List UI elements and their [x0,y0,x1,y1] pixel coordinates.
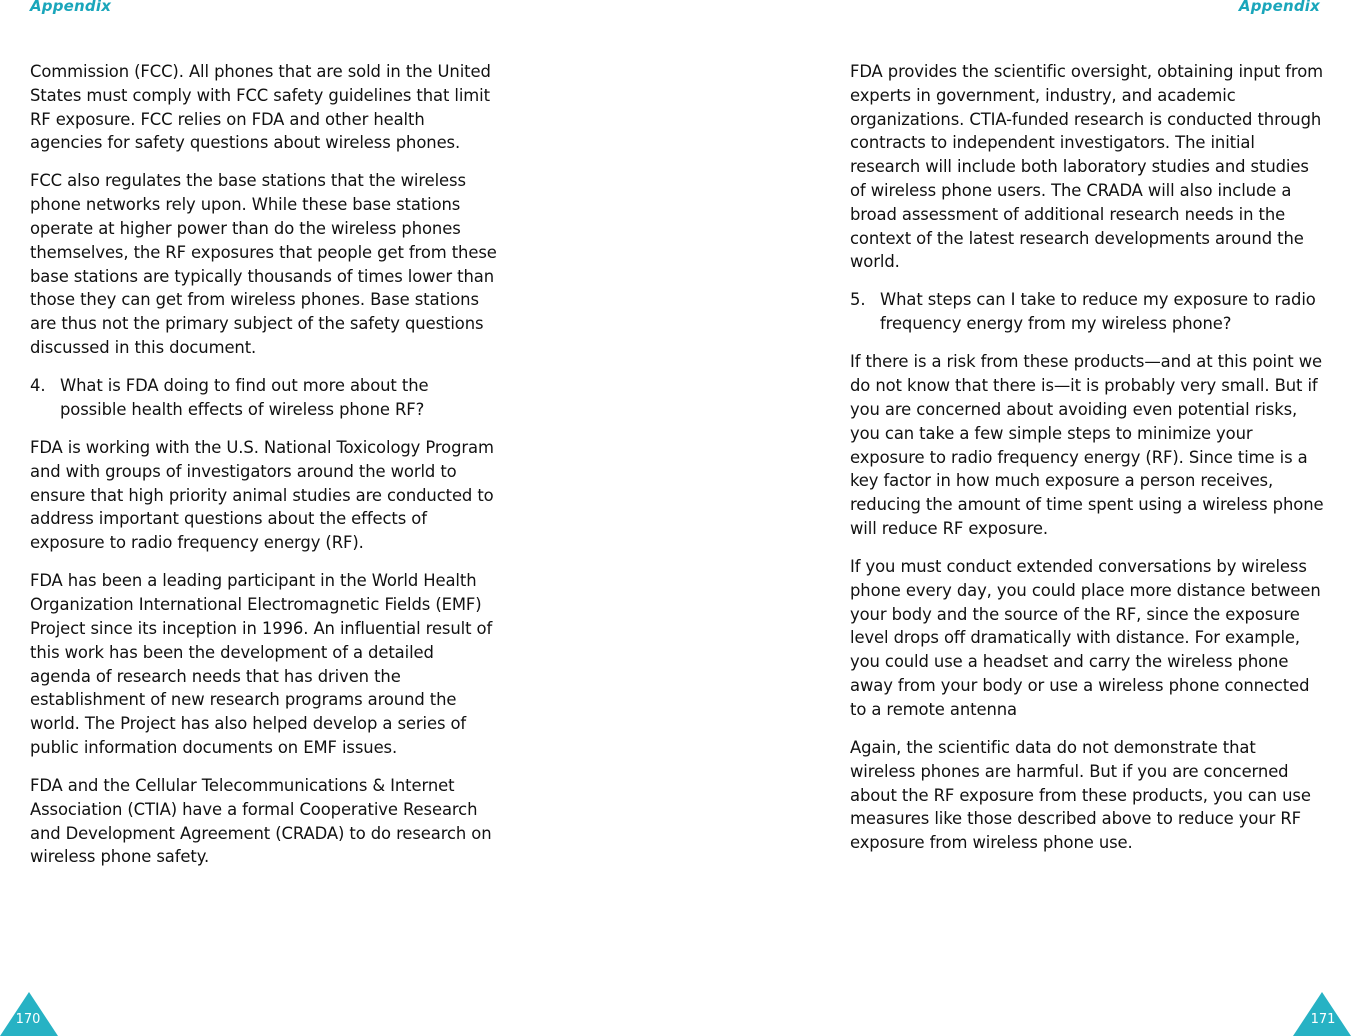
paragraph: FDA provides the scientific oversight, obtaining input from experts in government, industry, and academic organizations. CTIA-funded research is conducted through contracts to independent investigators. The initial research will include both laboratory studies and studies of wireless phone users. The CRADA will also include a broad assessment of additional research needs in the context of the latest research developments around the world. [850,62,1323,272]
question-text: What is FDA doing to find out more about the possible health effects of wireless phone RF? [60,376,429,419]
question-text: What steps can I take to reduce my exposure to radio frequency energy from my wireless phone? [880,290,1316,334]
right-page-header: Appendix [1238,0,1320,15]
paragraph: FDA has been a leading participant in the World Health Organization International Electromagnetic Fields (EMF) Project since its inception in 1996. An influential result of this work has been the development of a detailed agenda of research needs that has driven the establishment of new research programs around the world. The Project has also helped develop a series of public information documents on EMF issues. [30,571,493,757]
page-number: 171 [1310,1012,1336,1027]
question-number: 4. [30,376,46,396]
left-page-body [30,60,498,883]
left-page [0,0,675,1036]
page-number: 170 [15,1012,41,1027]
paragraph: Again, the scientific data do not demonstrate that wireless phones are harmful. But if you are concerned about the RF exposure from these products, you can use measures like those described above to reduce your RF exposure from wireless phone use. [850,737,1311,853]
paragraph: FDA and the Cellular Telecommunications & Internet Association (CTIA) have a formal Cooperative Research and Development Agreement (CRADA) to do research on wireless phone safety. [30,776,492,867]
right-page [676,0,1351,1036]
left-page-header: Appendix [30,0,112,15]
paragraph: Commission (FCC). All phones that are sold in the United States must comply with FCC safety guidelines that limit RF exposure. FCC relies on FDA and other health agencies for safety questions about wireless phones. [30,62,491,153]
right-page-body [850,60,1325,869]
paragraph: If you must conduct extended conversations by wireless phone every day, you could place more distance between your body and the source of the RF, since the exposure level drops off dramatically with distance. For example, you could use a headset and carry the wireless phone away from your body or use a wireless phone connected to a remote antenna [850,557,1321,719]
paragraph: If there is a risk from these products—and at this point we do not know that there is—it is probably very small. But if you are concerned about avoiding even potential risks, you can take a few simple steps to minimize your exposure to radio frequency energy (RF). Since time is a key factor in how much exposure a person receives, reducing the amount of time spent using a wireless phone will reduce RF exposure. [850,352,1324,538]
question-5 [850,288,1325,336]
question-4 [30,374,498,422]
paragraph: FDA is working with the U.S. National Toxicology Program and with groups of investigators around the world to ensure that high priority animal studies are conducted to address important questions about the effects of exposure to radio frequency energy (RF). [30,438,494,553]
paragraph: FCC also regulates the base stations that the wireless phone networks rely upon. While these base stations operate at higher power than do the wireless phones themselves, the RF exposures that people get from these base stations are typically thousands of times lower than those they can get from wireless phones. Base stations are thus not the primary subject of the safety questions discussed in this document. [30,171,497,358]
question-number: 5. [850,290,866,310]
